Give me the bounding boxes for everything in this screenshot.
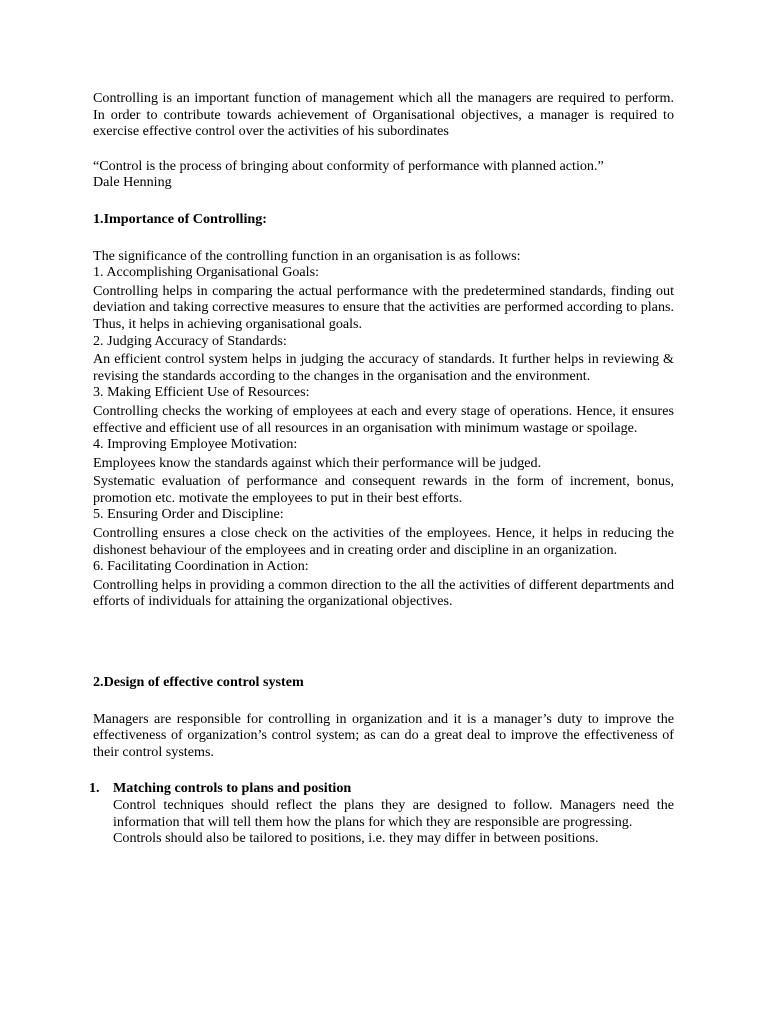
point-title: 2. Judging Accuracy of Standards:: [93, 332, 287, 349]
numbered-list-item: [89, 780, 674, 847]
list-item-body: Controls should also be tailored to positions, i.e. they may differ in between positions.: [113, 830, 599, 847]
point-body: Controlling helps in providing a common direction to the all the activities of different departments and efforts of individuals for attaining the organizational objectives.: [93, 576, 674, 610]
list-item-title: Matching controls to plans and position: [113, 780, 352, 797]
point-title: 5. Ensuring Order and Discipline:: [93, 506, 284, 523]
list-item-body: Control techniques should reflect the plans they are designed to follow. Managers need the information that will tell them how the plans for which they are responsible are progressing.: [113, 797, 674, 830]
point-title: 3. Making Efficient Use of Resources:: [93, 384, 310, 401]
section-lead: The significance of the controlling function in an organisation is as follows:: [93, 247, 521, 264]
quote-author: Dale Henning: [93, 174, 172, 191]
point-body: An efficient control system helps in judging the accuracy of standards. It further helps in reviewing & revising the standards according to the changes in the organisation and the environment.: [93, 351, 674, 384]
point-body: Controlling ensures a close check on the activities of the employees. Hence, it helps in reducing the dishonest behaviour of the employees and in creating order and discipline in an organization.: [93, 525, 674, 558]
point-body: Controlling checks the working of employees at each and every stage of operations. Hence, it ensures effective and efficient use of all resources in an organisation with minimum wastage or spoilage.: [93, 402, 674, 436]
quote-paragraph: “Control is the process of bringing about conformity of performance with planned action.”: [93, 157, 604, 174]
point-title: 6. Facilitating Coordination in Action:: [93, 558, 309, 575]
point-title: 1. Accomplishing Organisational Goals:: [93, 264, 319, 281]
point-body: Controlling helps in comparing the actual performance with the predetermined standards, finding out deviation and taking corrective measures to ensure that the activities are performed according to plans. Thus, it helps in achieving organisational goals.: [93, 282, 674, 332]
document-body: [89, 90, 674, 847]
section-heading-importance: 1.Importance of Controlling:: [93, 210, 267, 227]
list-number: 1.: [89, 780, 100, 797]
section-lead: Managers are responsible for controlling in organization and it is a manager’s duty to improve the effectiveness of organization’s control system; as can do a great deal to improve the effectiveness of their control systems.: [93, 710, 674, 760]
point-body: Systematic evaluation of performance and consequent rewards in the form of increment, bonus, promotion etc. motivate the employees to put in their best efforts.: [93, 473, 674, 506]
point-body: Employees know the standards against which their performance will be judged.: [93, 454, 542, 471]
intro-paragraph: Controlling is an important function of management which all the managers are required to perform. In order to contribute towards achievement of Organisational objectives, a manager is required to exercise effective control over the activities of his subordinates: [93, 90, 674, 140]
point-title: 4. Improving Employee Motivation:: [93, 436, 298, 453]
section-heading-design: 2.Design of effective control system: [93, 674, 304, 691]
spacer: [93, 610, 674, 674]
